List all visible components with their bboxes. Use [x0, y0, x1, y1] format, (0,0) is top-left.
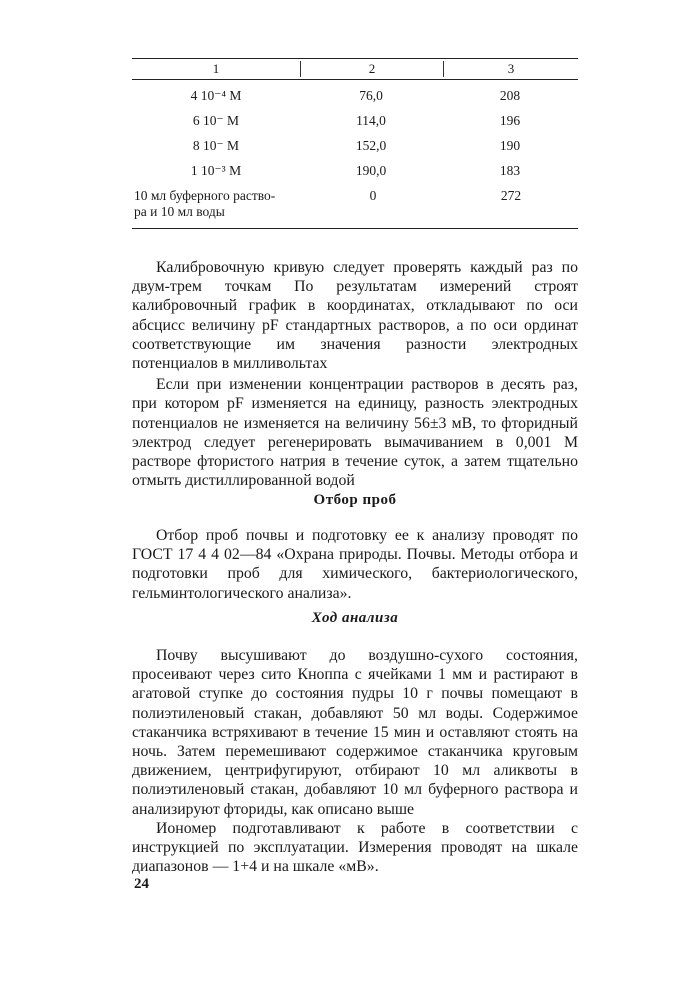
table-row	[132, 113, 578, 129]
concentration-cell: 8 10⁻ M	[192, 138, 240, 153]
value-cell: 114,0	[356, 113, 386, 128]
column-header-3: 3	[507, 61, 515, 76]
potential-cell: 196	[499, 113, 521, 128]
potential-cell: 190	[499, 138, 521, 153]
calibration-table	[132, 58, 578, 229]
value-cell: 0	[369, 188, 377, 203]
table-row	[132, 188, 578, 220]
concentration-cell	[132, 188, 302, 220]
section-heading-sampling: Отбор проб	[313, 492, 397, 508]
potential-cell: 183	[499, 163, 521, 178]
table-row	[132, 138, 578, 154]
potential-cell: 272	[500, 188, 522, 203]
paragraph-electrode-regeneration: Если при изменении концентрации растворов в десять раз, при котором pF изменяется на единицу, разность электродных потенциалов не изменяется на величину 56±3 мВ, то фторидный электрод следует регенерировать вымачиванием в 0,001 М растворе фтористого натрия в течение суток, а затем тщательно отмыть дистиллированной водой	[132, 376, 578, 490]
column-header-1: 1	[132, 61, 301, 77]
page-number: 24	[134, 876, 149, 892]
sampling-text	[132, 526, 578, 603]
paragraph-analysis-procedure: Почву высушивают до воздушно-сухого состояния, просеивают через сито Кноппа с ячейками 1 мм и растирают в агатовой ступке до состояния пудры 10 г почвы помещают в полиэтиленовый стакан, добавляют 50 мл воды. Содержимое стаканчика встряхивают в течение 15 мин и оставляют стоять на ночь. Затем перемешивают содержимое стаканчика круговым движением, центрифугируют, отбирают 10 мл аликвоты в полиэтиленовый стакан, добавляют 10 мл буферного раствора и анализируют фториды, как описано выше	[132, 647, 578, 818]
column-header-2: 2	[301, 61, 444, 77]
table-body	[132, 80, 578, 228]
value-cell: 152,0	[355, 138, 387, 153]
analysis-text	[132, 646, 578, 876]
table-bottom-rule	[132, 228, 578, 229]
buffer-line-1: 10 мл буферного раство-	[134, 188, 276, 203]
paragraph-sampling: Отбор проб почвы и подготовку ее к анализу проводят по ГОСТ 17 4 4 02—84 «Охрана природы. Почвы. Методы отбора и подготовки проб для химического, бактериологического, гельминтологического анализа».	[132, 527, 578, 602]
section-heading-analysis: Ход анализа	[311, 610, 399, 626]
table-row	[132, 88, 578, 104]
buffer-line-2: ра и 10 мл воды	[134, 204, 225, 219]
value-cell: 76,0	[359, 88, 383, 103]
concentration-cell: 6 10⁻ M	[192, 113, 240, 128]
value-cell: 190,0	[355, 163, 387, 178]
concentration-cell: 4 10⁻⁴ M	[190, 88, 242, 103]
paragraph-calibration-check: Калибровочную кривую следует проверять каждый раз по двум-трем точкам По результатам измерений строят калибровочный график в координатах, откладывают по оси абсцисс величину pF стандартных растворов, а по оси ординат соответствующие им значения разности электродных потенциалов в милливольтах	[132, 259, 578, 373]
table-row	[132, 163, 578, 179]
table-header	[132, 59, 578, 79]
potential-cell: 208	[499, 88, 521, 103]
paragraph-ionomer: Иономер подготавливают к работе в соответствии с инструкцией по эксплуатации. Измерения проводят на шкале диапазонов — 1+4 и на шкале «мВ».	[132, 819, 578, 876]
concentration-cell: 1 10⁻³ M	[190, 163, 242, 178]
calibration-text	[132, 258, 578, 490]
